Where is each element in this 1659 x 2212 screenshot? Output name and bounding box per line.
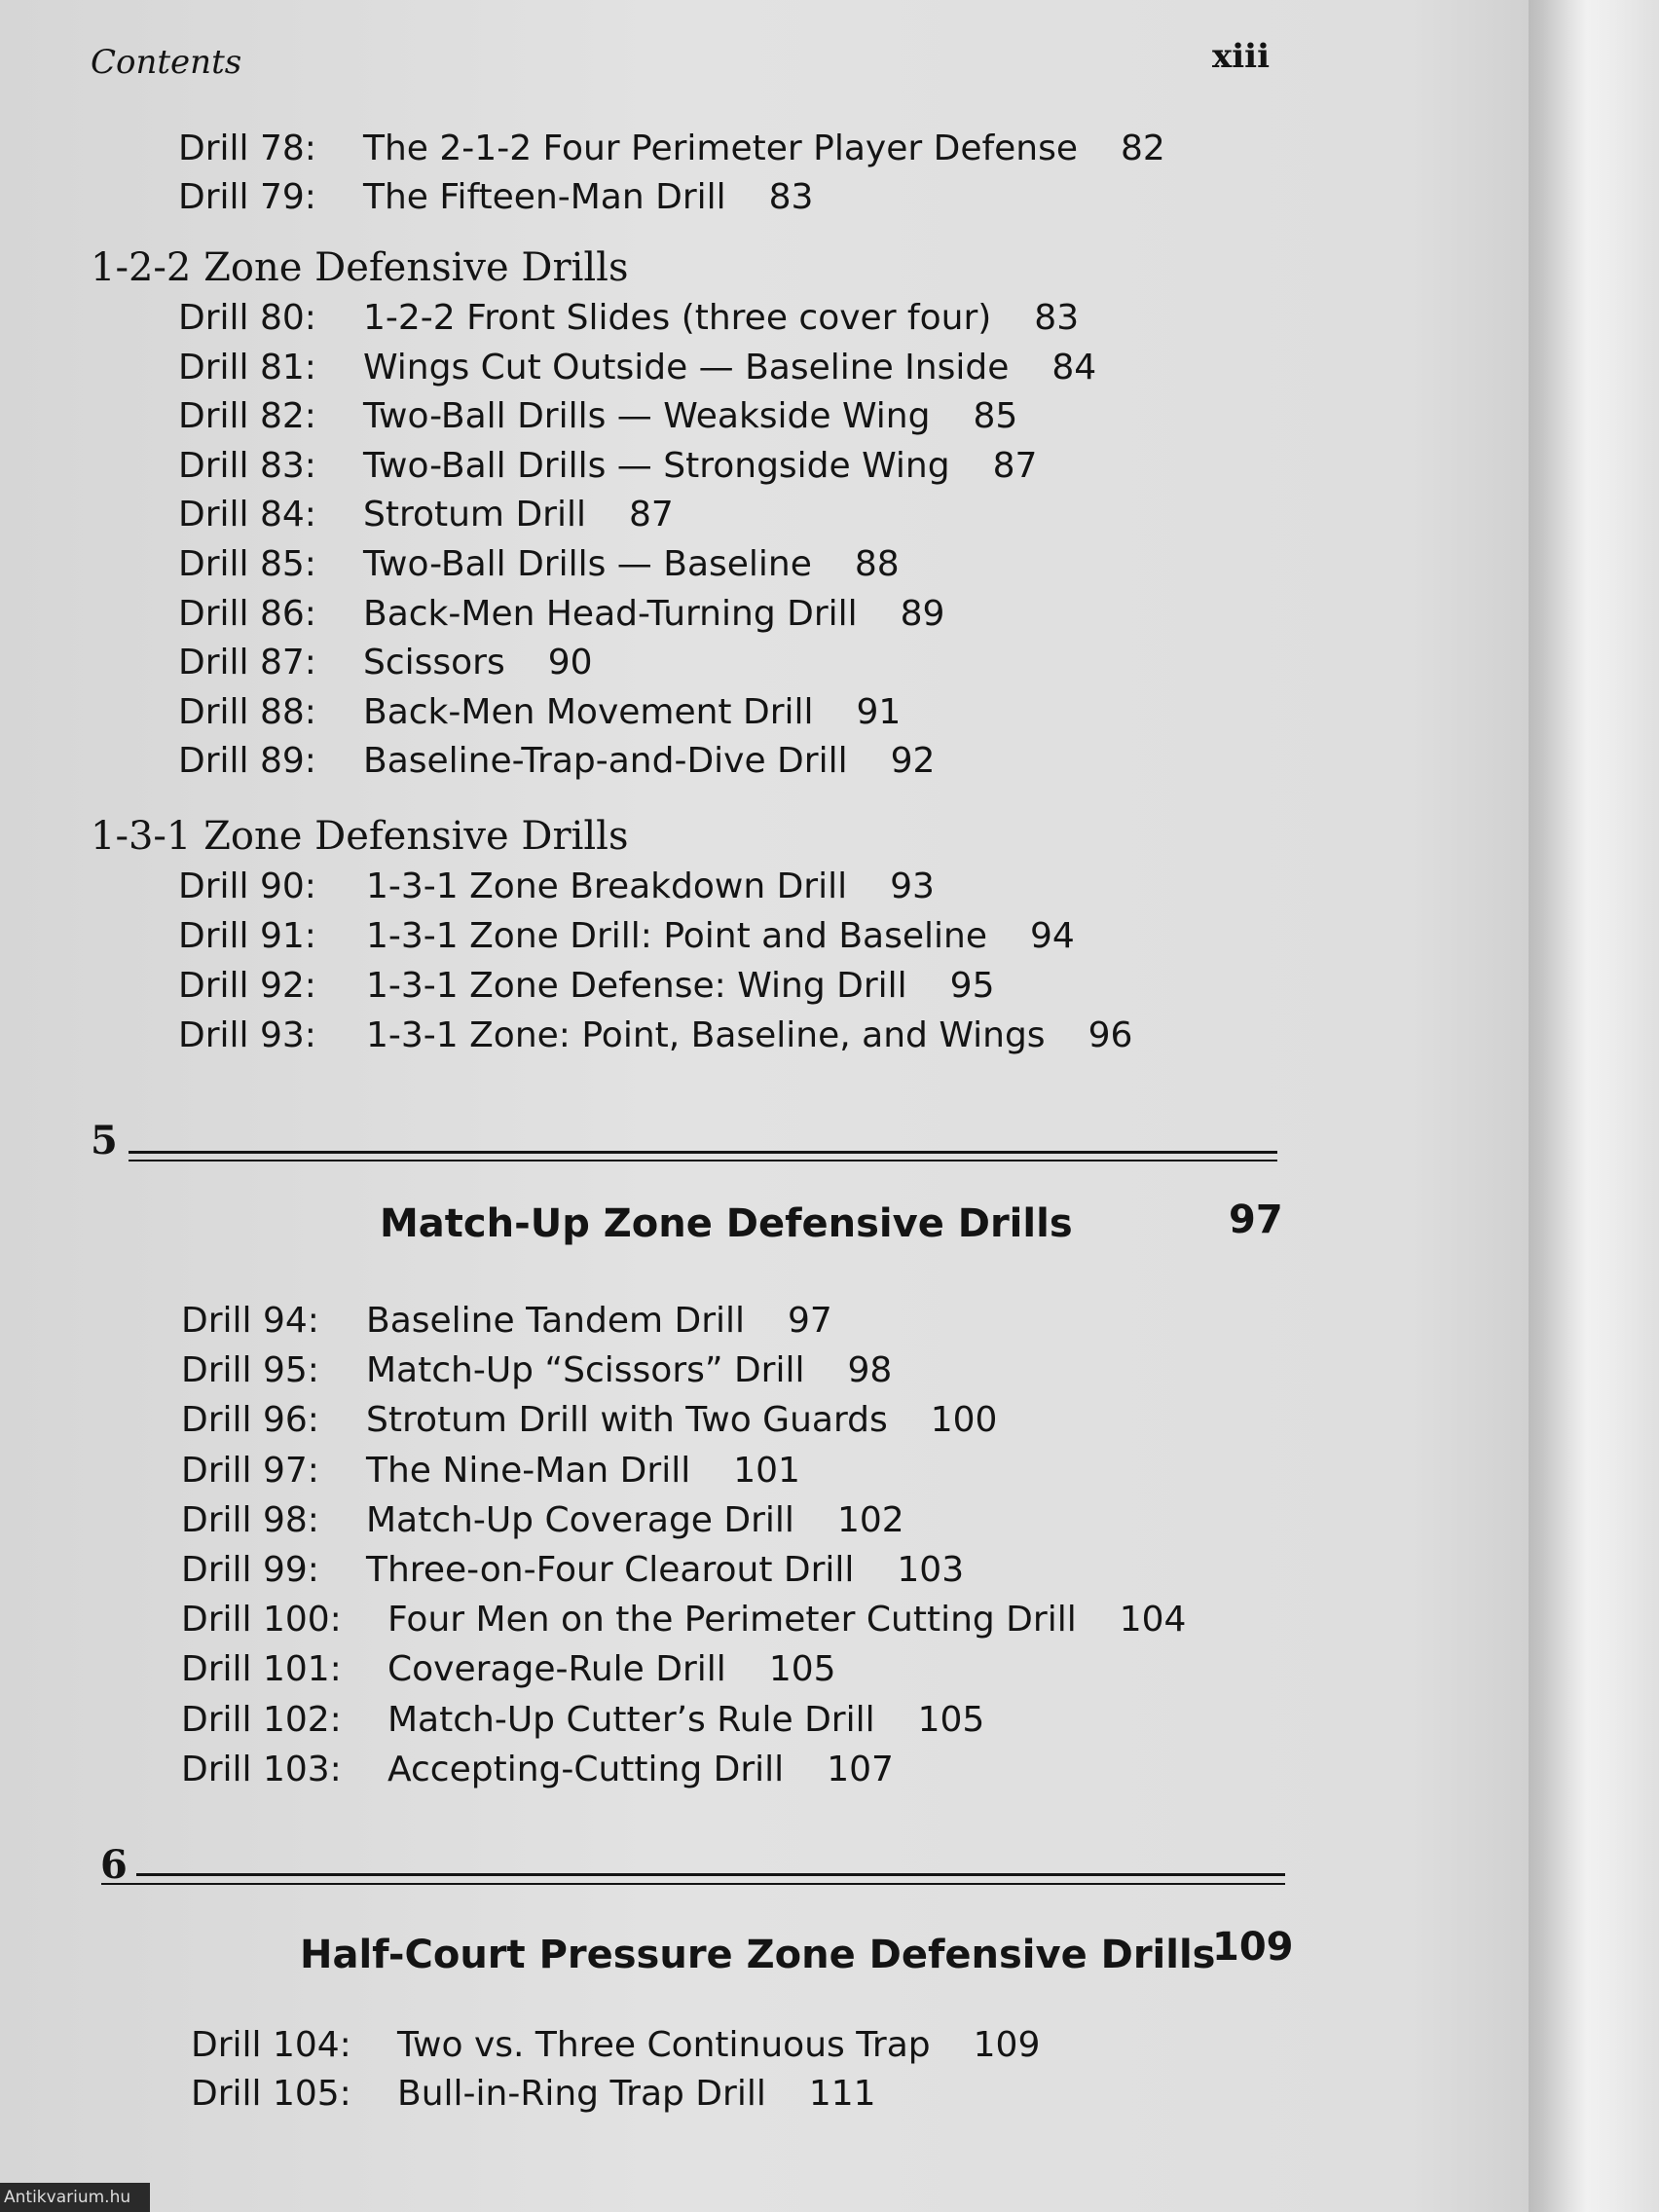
chapter-page: 97 xyxy=(1229,1198,1283,1242)
drill-page: 85 xyxy=(973,396,1018,437)
drill-number: Drill 104: xyxy=(191,2025,351,2065)
chapter-number: 5 xyxy=(91,1118,118,1163)
toc-entry[interactable] xyxy=(178,741,1298,786)
drill-title: Back-Men Head-Turning Drill xyxy=(363,593,858,634)
drill-number: Drill 91: xyxy=(178,916,316,956)
drill-number: Drill 84: xyxy=(178,495,316,535)
toc-entry[interactable] xyxy=(178,866,1298,911)
drill-number: Drill 93: xyxy=(178,1015,316,1055)
toc-entry[interactable] xyxy=(181,1550,1301,1595)
toc-entry[interactable] xyxy=(178,298,1298,343)
drill-page: 103 xyxy=(897,1550,965,1590)
drill-page: 95 xyxy=(949,966,995,1006)
drill-page: 91 xyxy=(856,691,902,732)
drill-page: 87 xyxy=(992,445,1038,486)
drill-title: Three-on-Four Clearout Drill xyxy=(366,1550,855,1590)
drill-title: The Fifteen-Man Drill xyxy=(363,177,726,217)
drill-page: 90 xyxy=(547,643,593,683)
drill-title: The Nine-Man Drill xyxy=(366,1450,691,1491)
drill-number: Drill 103: xyxy=(181,1749,342,1789)
page-edge-shadow xyxy=(1529,0,1659,2212)
drill-title: Match-Up Cutter’s Rule Drill xyxy=(387,1699,875,1740)
drill-page: 93 xyxy=(890,866,935,906)
toc-entry[interactable] xyxy=(181,1700,1301,1745)
toc-entry[interactable] xyxy=(181,1750,1301,1794)
drill-page: 94 xyxy=(1029,916,1075,956)
drill-number: Drill 80: xyxy=(178,298,316,338)
toc-entry[interactable] xyxy=(178,692,1298,737)
drill-title: 1-3-1 Zone Breakdown Drill xyxy=(366,866,848,906)
drill-number: Drill 101: xyxy=(181,1649,342,1690)
toc-entry[interactable] xyxy=(181,1600,1301,1644)
chapter-rule xyxy=(136,1873,1285,1876)
toc-entry[interactable] xyxy=(178,446,1298,491)
drill-title: Strotum Drill xyxy=(363,495,586,535)
toc-entry[interactable] xyxy=(181,1350,1301,1395)
drill-number: Drill 100: xyxy=(181,1600,342,1641)
drill-number: Drill 102: xyxy=(181,1699,342,1740)
drill-page: 98 xyxy=(847,1350,893,1391)
drill-title: Accepting-Cutting Drill xyxy=(387,1749,785,1789)
toc-entry[interactable] xyxy=(178,1015,1298,1060)
drill-number: Drill 78: xyxy=(178,129,316,168)
drill-page: 83 xyxy=(1034,298,1080,338)
drill-number: Drill 97: xyxy=(181,1450,319,1491)
drill-number: Drill 79: xyxy=(178,177,316,217)
toc-entry[interactable] xyxy=(181,1451,1301,1495)
drill-title: Scissors xyxy=(363,643,505,683)
drill-title: Baseline-Trap-and-Dive Drill xyxy=(363,741,848,782)
drill-number: Drill 99: xyxy=(181,1550,319,1590)
drill-page: 109 xyxy=(973,2025,1041,2065)
toc-entry[interactable] xyxy=(181,1500,1301,1545)
drill-number: Drill 90: xyxy=(178,866,316,906)
drill-number: Drill 94: xyxy=(181,1301,319,1341)
drill-page: 105 xyxy=(768,1649,836,1690)
toc-entry[interactable] xyxy=(178,966,1298,1011)
drill-title: Coverage-Rule Drill xyxy=(387,1649,726,1690)
chapter-page: 109 xyxy=(1212,1925,1294,1970)
drill-number: Drill 83: xyxy=(178,445,316,486)
drill-page: 84 xyxy=(1051,347,1097,387)
drill-number: Drill 89: xyxy=(178,741,316,782)
drill-number: Drill 98: xyxy=(181,1499,319,1540)
drill-title: Strotum Drill with Two Guards xyxy=(366,1400,888,1441)
drill-page: 89 xyxy=(900,593,945,634)
drill-number: Drill 86: xyxy=(178,593,316,634)
drill-number: Drill 81: xyxy=(178,347,316,387)
drill-title: 1-3-1 Zone Drill: Point and Baseline xyxy=(366,916,987,956)
chapter-title[interactable]: Match-Up Zone Defensive Drills xyxy=(380,1201,1073,1246)
toc-entry[interactable] xyxy=(178,916,1298,961)
drill-page: 104 xyxy=(1119,1600,1187,1641)
drill-page: 111 xyxy=(808,2074,876,2114)
drill-title: Wings Cut Outside — Baseline Inside xyxy=(363,347,1010,387)
toc-entry[interactable] xyxy=(178,396,1298,441)
chapter-rule xyxy=(101,1883,1285,1885)
drill-page: 87 xyxy=(628,495,674,535)
toc-entry[interactable] xyxy=(178,544,1298,589)
drill-page: 88 xyxy=(854,544,900,584)
drill-title: The 2-1-2 Four Perimeter Player Defense xyxy=(363,129,1079,168)
toc-entry[interactable] xyxy=(178,495,1298,539)
running-header: Contents xyxy=(91,43,242,82)
drill-number: Drill 96: xyxy=(181,1400,319,1441)
drill-page: 102 xyxy=(836,1499,904,1540)
drill-page: 83 xyxy=(768,177,814,217)
drill-title: Two-Ball Drills — Strongside Wing xyxy=(363,445,950,486)
drill-page: 101 xyxy=(733,1450,800,1491)
chapter-rule xyxy=(129,1160,1277,1161)
toc-entry[interactable] xyxy=(191,2025,1310,2070)
drill-title: Two vs. Three Continuous Trap xyxy=(397,2025,931,2065)
drill-page: 97 xyxy=(788,1301,832,1341)
drill-title: Bull-in-Ring Trap Drill xyxy=(397,2074,766,2114)
drill-page: 96 xyxy=(1088,1015,1133,1055)
drill-page: 105 xyxy=(917,1699,985,1740)
section-heading: 1-2-2 Zone Defensive Drills xyxy=(91,245,629,290)
drill-number: Drill 105: xyxy=(191,2074,351,2114)
drill-title: Four Men on the Perimeter Cutting Drill xyxy=(387,1600,1077,1641)
section-heading: 1-3-1 Zone Defensive Drills xyxy=(91,814,629,859)
toc-entry[interactable] xyxy=(181,1301,1301,1346)
drill-page: 92 xyxy=(890,741,936,782)
page-number-roman: xiii xyxy=(1212,37,1271,76)
drill-title: Baseline Tandem Drill xyxy=(366,1301,746,1341)
drill-number: Drill 92: xyxy=(178,966,316,1006)
drill-title: Two-Ball Drills — Weakside Wing xyxy=(363,396,931,437)
drill-page: 100 xyxy=(930,1400,998,1441)
drill-title: Two-Ball Drills — Baseline xyxy=(363,544,812,584)
drill-number: Drill 88: xyxy=(178,691,316,732)
toc-entry[interactable] xyxy=(191,2074,1310,2119)
chapter-rule xyxy=(129,1151,1277,1154)
toc-entry[interactable] xyxy=(178,129,1249,173)
toc-entry[interactable] xyxy=(181,1400,1301,1445)
drill-title: Match-Up Coverage Drill xyxy=(366,1499,794,1540)
toc-entry[interactable] xyxy=(178,594,1298,639)
chapter-title[interactable]: Half-Court Pressure Zone Defensive Drills xyxy=(300,1933,1216,1977)
drill-title: 1-3-1 Zone: Point, Baseline, and Wings xyxy=(366,1015,1046,1055)
drill-number: Drill 95: xyxy=(181,1350,319,1391)
drill-page: 107 xyxy=(827,1749,894,1789)
toc-entry[interactable] xyxy=(181,1649,1301,1694)
drill-number: Drill 82: xyxy=(178,396,316,437)
drill-title: Match-Up “Scissors” Drill xyxy=(366,1350,805,1391)
watermark: Antikvarium.hu xyxy=(0,2183,150,2212)
drill-title: 1-2-2 Front Slides (three cover four) xyxy=(363,298,992,338)
chapter-number: 6 xyxy=(100,1842,128,1888)
toc-entry[interactable] xyxy=(178,643,1298,687)
drill-page: 82 xyxy=(1121,129,1165,168)
drill-title: 1-3-1 Zone Defense: Wing Drill xyxy=(366,966,907,1006)
drill-number: Drill 87: xyxy=(178,643,316,683)
drill-title: Back-Men Movement Drill xyxy=(363,691,814,732)
toc-entry[interactable] xyxy=(178,348,1298,392)
drill-number: Drill 85: xyxy=(178,544,316,584)
toc-entry[interactable] xyxy=(178,177,1249,222)
